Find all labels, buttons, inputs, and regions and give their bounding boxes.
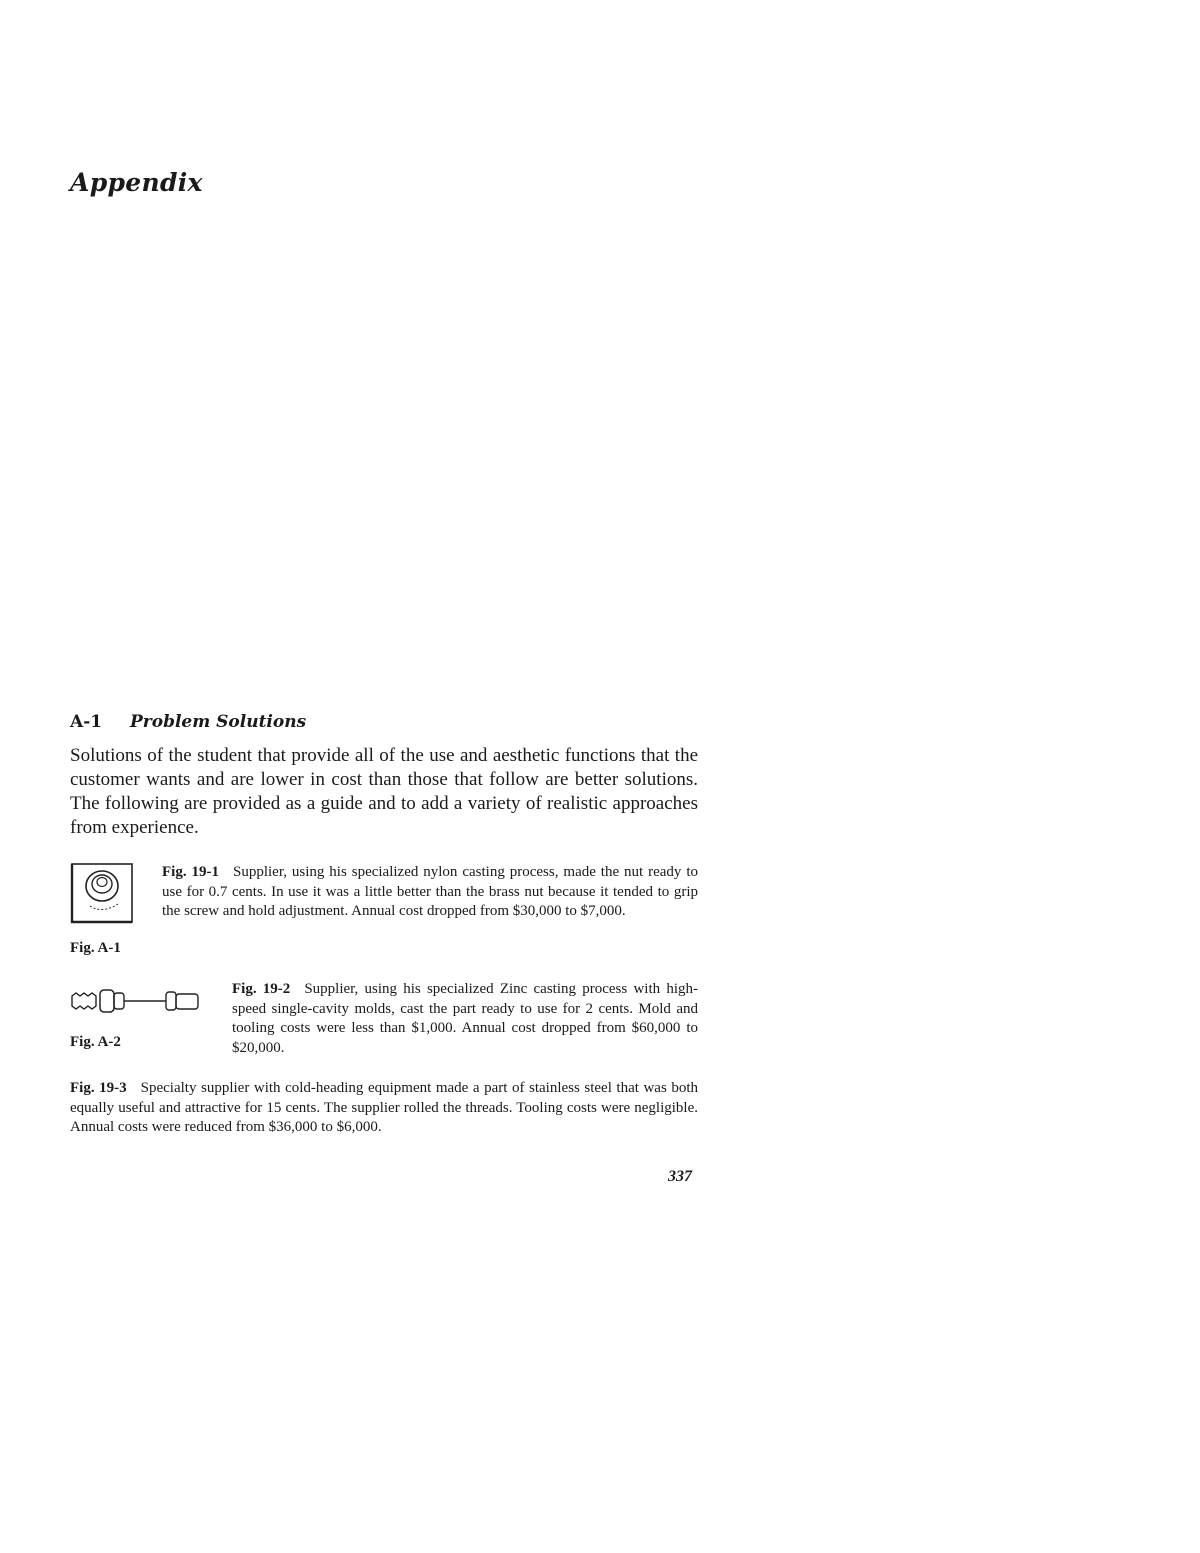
section-title: Problem Solutions	[130, 712, 307, 732]
section-heading	[70, 712, 306, 732]
figure-19-1-ref: Fig. 19-1	[162, 864, 219, 880]
intro-paragraph: Solutions of the student that provide all of the use and aesthetic functions that the customer wants and are lower in cost than those that follow are better solutions. The following are provided as a guide and to add a variety of realistic approaches from experience.	[70, 745, 698, 838]
section-number: A-1	[70, 712, 103, 732]
figure-19-3-text: Specialty supplier with cold-heading equipment made a part of stainless steel that was both equally useful and attractive for 15 cents. The supplier rolled the threads. Tooling costs were negligible. Annual costs were reduced from $36,000 to $6,000.	[70, 1080, 699, 1135]
figure-19-2-text: Supplier, using his specialized Zinc casting process with high-speed single-cavity molds, cast the part ready to use for 2 cents. Mold and tooling costs were less than $1,000. Annual cost dropped from $60,000 to $20,000.	[232, 981, 698, 1056]
appendix-title: Appendix	[70, 168, 203, 197]
page-number: 337	[668, 1168, 692, 1185]
zinc-cast-part-icon	[68, 982, 204, 1022]
nylon-nut-icon	[68, 858, 138, 928]
figure-19-1-caption	[162, 863, 698, 922]
figure-19-2-ref: Fig. 19-2	[232, 981, 291, 997]
figure-19-3-ref: Fig. 19-3	[70, 1080, 127, 1096]
figure-a-1-label: Fig. A-1	[70, 940, 121, 956]
figure-a-2-label: Fig. A-2	[70, 1034, 121, 1050]
figure-19-1-text: Supplier, using his specialized nylon casting process, made the nut ready to use for 0.7 cents. In use it was a little better than the brass nut because it tended to grip the screw and hold adjustment. Annual cost dropped from $30,000 to $7,000.	[162, 864, 699, 919]
figure-19-3-caption	[70, 1079, 698, 1138]
figure-19-2-caption	[232, 980, 698, 1058]
